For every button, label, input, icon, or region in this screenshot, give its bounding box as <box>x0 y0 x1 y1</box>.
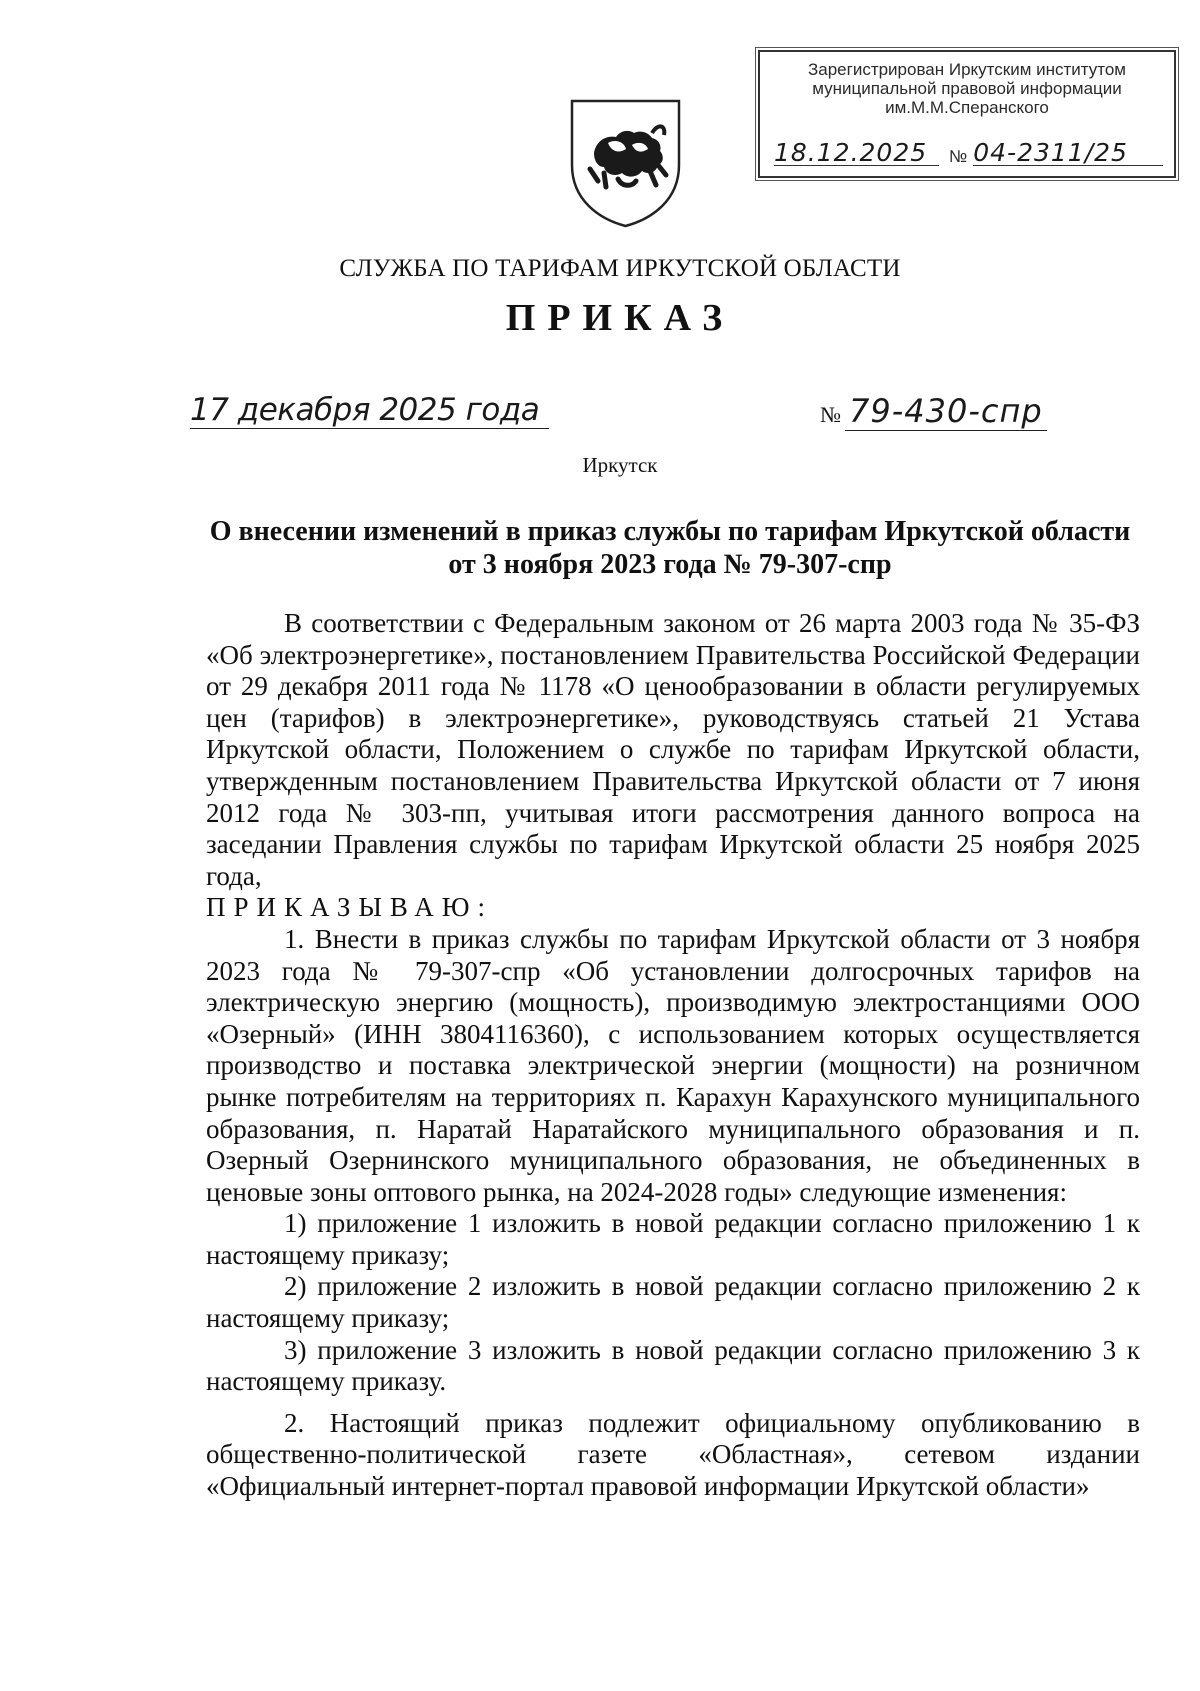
item-1-paragraph: 1. Внести в приказ службы по тарифам Иркутской области от 3 ноября 2023 года № 79-307-спр «Об установлении долгосрочных тарифов на электрическую энергию (мощность), производимую электростанциями ООО «Озерный» (ИНН 3804116360), с использованием которых осуществляется производство и поставка электрической энергии (мощности) на розничном рынке потребителям на территориях п. Карахун Карахунского муниципального образования, п. Наратай Наратайского муниципального образования и п. Озерный Озернинского муниципального образования, не объединенных в ценовые зоны оптового рынка, на 2024-2028 годы» следующие изменения: <box>206 923 1140 1207</box>
order-number <box>820 392 1047 430</box>
stamp-line-2: муниципальной правовой информации <box>812 79 1122 98</box>
order-number-handwritten: 79-430-спр <box>845 392 1047 431</box>
subitem-2-paragraph: 2) приложение 2 изложить в новой редакции согласно приложению 2 к настоящему приказу; <box>206 1271 1140 1334</box>
decree-word: ПРИКАЗЫВАЮ: <box>206 892 493 923</box>
order-number-sign: № <box>820 402 841 427</box>
subitem-3-paragraph: 3) приложение 3 изложить в новой редакции согласно приложению 3 к настоящему приказу. <box>206 1334 1140 1397</box>
document-title <box>200 515 1140 581</box>
document-title-line-2: от 3 ноября 2023 года № 79-307-спр <box>448 549 892 580</box>
order-date-handwritten: 17 декабря 2025 года <box>190 392 549 429</box>
coat-of-arms-icon <box>568 95 683 230</box>
stamp-line-3: им.М.М.Сперанского <box>885 98 1049 117</box>
document-title-line-1: О внесении изменений в приказ службы по тарифам Иркутской области <box>209 516 1131 547</box>
organization-name: СЛУЖБА ПО ТАРИФАМ ИРКУТСКОЙ ОБЛАСТИ <box>339 255 901 282</box>
stamp-number-handwritten: 04-2311/25 <box>973 138 1128 167</box>
preamble-paragraph: В соответствии с Федеральным законом от 26 марта 2003 года № 35-ФЗ «Об электроэнергетике», постановлением Правительства Российской Федерации от 29 декабря 2011 года № 1178 «О ценообразовании в области регулируемых цен (тарифов) в электроэнергетике», руководствуясь статьей 21 Устава Иркутской области, Положением о службе по тарифам Иркутской области, утвержденным постановлением Правительства Иркутской области от 7 июня 2012 года № 303-пп, учитывая итоги рассмотрения данного вопроса на заседании Правления службы по тарифам Иркутской области 25 ноября 2025 года, <box>206 608 1140 891</box>
item-2-paragraph: 2. Настоящий приказ подлежит официальному опубликованию в общественно-политической газете «Областная», сетевом издании «Официальный интернет-портал правовой информации Иркутской области» <box>206 1407 1140 1502</box>
registration-stamp <box>758 50 1176 178</box>
stamp-registration-row <box>774 132 1164 166</box>
document-body <box>206 608 1140 1503</box>
stamp-line-1: Зарегистрирован Иркутским институтом <box>807 60 1126 79</box>
document-type-heading: ПРИКАЗ <box>505 297 735 339</box>
city-name: Иркутск <box>582 453 658 477</box>
subitem-1-paragraph: 1) приложение 1 изложить в новой редакции согласно приложению 1 к настоящему приказу; <box>206 1208 1140 1270</box>
stamp-date-handwritten: 18.12.2025 <box>774 138 928 167</box>
stamp-number-sign: № <box>949 147 968 166</box>
